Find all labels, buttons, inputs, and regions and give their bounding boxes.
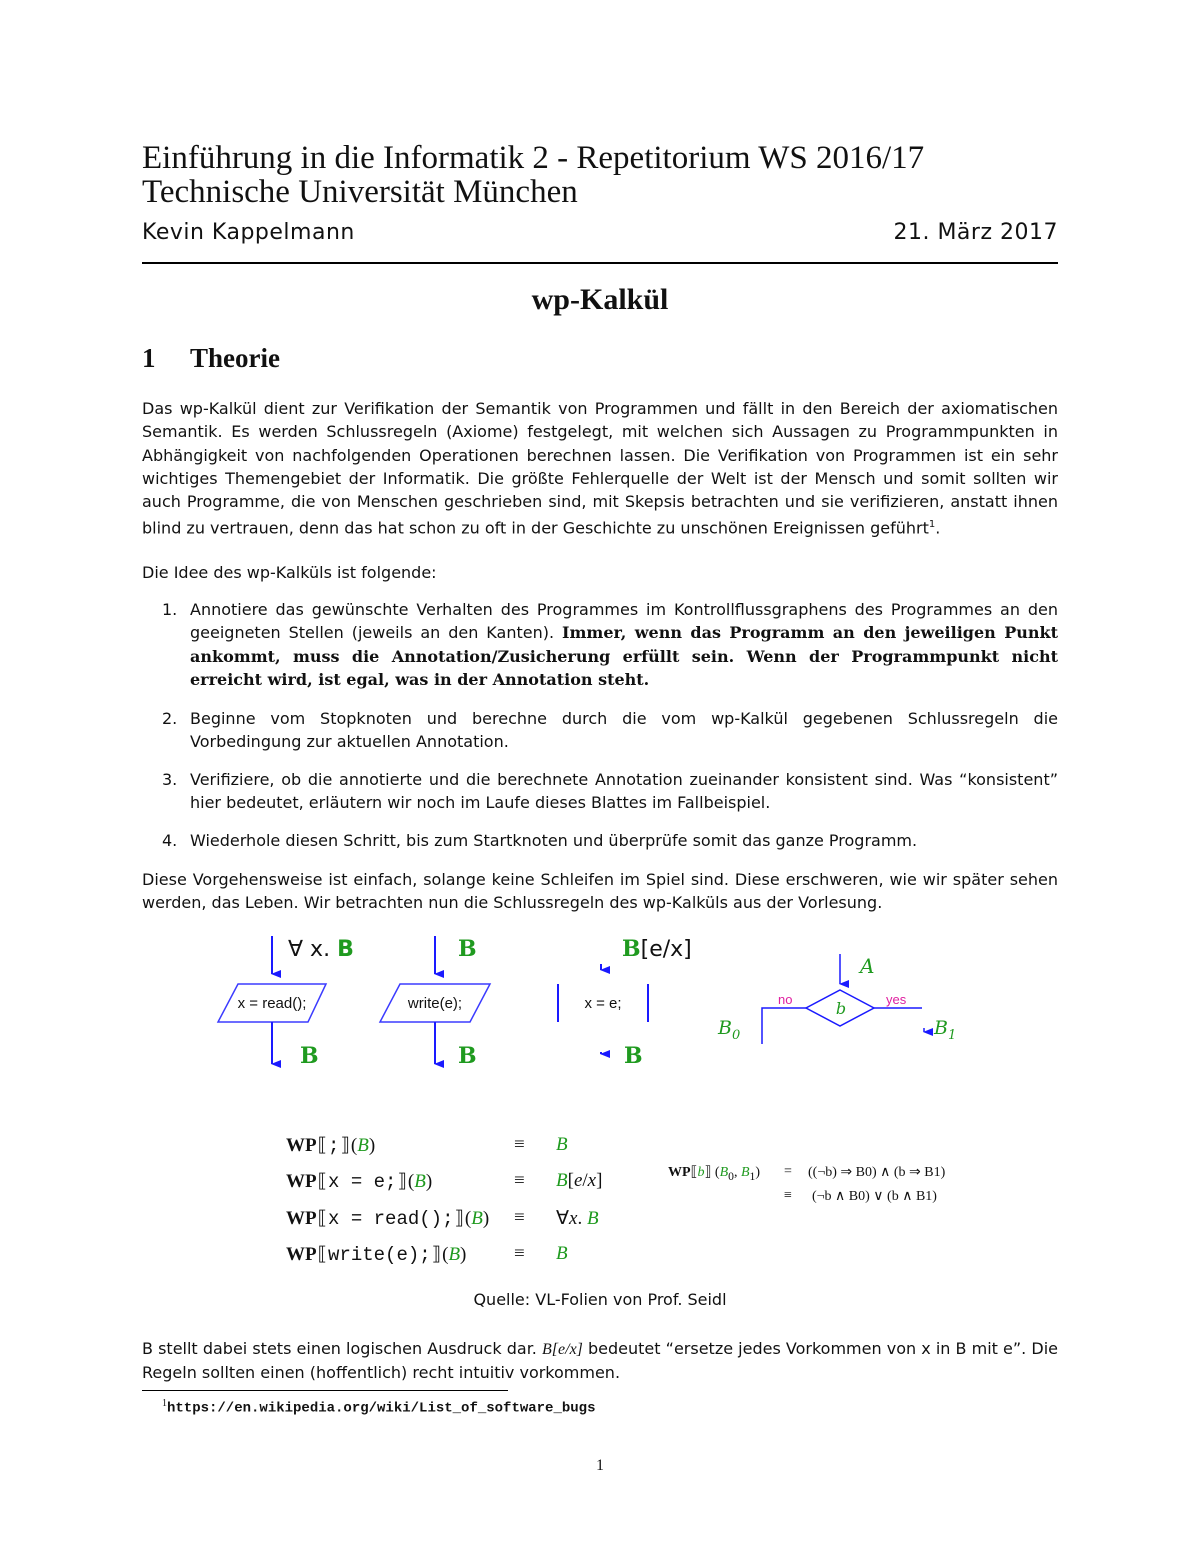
rule-assign: WP⟦x = e;⟧(B) — [286, 1171, 433, 1193]
rule-skip-rhs: B — [556, 1134, 568, 1155]
rule-write: WP⟦write(e);⟧(B) — [286, 1244, 467, 1266]
write-label-bottom: B — [458, 1043, 477, 1069]
step-number: 3. — [162, 770, 178, 789]
step-text: Annotiere das gewünschte Verhalten des Programmes im Kontrollflussgraphens des Programmes an den geeigneten Stellen (jeweils an den Kanten). — [190, 600, 1058, 643]
step-number: 2. — [162, 709, 178, 728]
after-list-paragraph: Diese Vorgehensweise ist einfach, solange keine Schleifen im Spiel sind. Diese erschweren, wie wir später sehen werden, das Leben. Wir betrachten nun die Schlussregeln des wp-Kalküls aus der Vorlesung. — [142, 870, 1058, 913]
step-2: Beginne vom Stopknoten und berechne durch die vom wp-Kalkül gegebenen Schlussregeln die Vorbedingung zur aktuellen Annotation. — [190, 709, 1058, 752]
read-node — [218, 936, 354, 1069]
closing-math: B[e/x] — [542, 1341, 583, 1358]
branch-rule-line2: (¬b ∧ B0) ∨ (b ∧ B1) — [812, 1189, 937, 1204]
rule-skip: WP⟦;⟧(B) — [286, 1135, 376, 1157]
equiv-sign: ≡ — [514, 1170, 525, 1191]
control-flow-diagram — [200, 928, 1000, 1078]
branch-left-label: $B_0$ — [718, 1017, 741, 1043]
rule-read-rhs: ∀x. B — [556, 1208, 599, 1229]
branch-rule-line1: ((¬b) ⇒ B0) ∧ (b ⇒ B1) — [808, 1165, 946, 1180]
branch-right-label: $B_1$ — [934, 1017, 957, 1043]
assign-label-bottom: B — [624, 1043, 643, 1069]
write-node — [380, 936, 490, 1069]
closing-paragraph — [142, 1337, 1058, 1385]
assign-node — [558, 936, 692, 1069]
university-name: Technische Universität München — [142, 174, 578, 210]
branch-rule-eq: = — [784, 1164, 792, 1179]
equiv-sign: ≡ — [514, 1243, 525, 1264]
section-number: 1 — [142, 343, 156, 373]
footnote-rule — [142, 1390, 508, 1391]
document-title: wp-Kalkül — [531, 283, 669, 316]
read-box-label: x = read(); — [237, 995, 307, 1012]
branch-node — [717, 954, 956, 1044]
intro-paragraph: Das wp-Kalkül dient zur Verifikation der Semantik von Programmen und fällt in den Bereich der axiomatischen Semantik. Es werden Schlussregeln (Axiome) festgelegt, mit welchen sich Aussagen zu Programmpunkten in Abhängigkeit von nachfolgenden Operationen berechnen lassen. Die Verifikation von Programmen ist ein sehr wichtiges Themengebiet der Informatik. Die größte Fehlerquelle der Welt ist der Mensch und somit sollten wir auch Programme, die von Menschen geschrieben sind, mit Skepsis betrachten und sie verifizieren, anstatt ihnen blind zu vertrauen, denn das hat schon zu oft in der Geschichte zu unschönen Ereignissen geführt$^1$. — [142, 399, 1058, 538]
assign-box-label: x = e; — [584, 995, 622, 1012]
step-3: Verifiziere, ob die annotierte und die berechnete Annotation zueinander konsistent sind. Was “konsistent” hier bedeutet, erläutern wir noch im Laufe dieses Blattes im Fallbeispiel. — [190, 770, 1058, 813]
idea-intro: Die Idee des wp-Kalküls ist folgende: — [142, 563, 437, 582]
footnote-link[interactable]: https://en.wikipedia.org/wiki/List_of_software_bugs — [167, 1400, 596, 1417]
source-caption: Quelle: VL-Folien von Prof. Seidl — [473, 1290, 727, 1309]
section-title: Theorie — [190, 343, 280, 373]
branch-rule-lhs: WP⟦b⟧ ($B_0$, $B_1$) — [668, 1165, 761, 1183]
footnote-mark: 1 — [162, 1398, 167, 1409]
step-4: Wiederhole diesen Schritt, bis zum Startknoten und überprüfe somit das ganze Programm. — [190, 831, 918, 850]
footnote — [162, 1398, 595, 1417]
write-label-top: B — [458, 936, 477, 962]
date: 21. März 2017 — [893, 220, 1058, 245]
step-number: 1. — [162, 600, 178, 619]
page-number: 1 — [596, 1457, 604, 1474]
equiv-sign: ≡ — [514, 1134, 525, 1155]
branch-yes-label: yes — [886, 992, 907, 1007]
closing-text-1: B stellt dabei stets einen logischen Ausdruck dar. — [142, 1339, 543, 1358]
closing-text-2: bedeutet “ersetze jedes Vorkommen von x in B mit e”. Die Regeln sollten einen (hoffentlich) recht intuitiv vorkommen. — [142, 1339, 1058, 1383]
course-title: Einführung in die Informatik 2 - Repetitorium WS 2016/17 — [142, 140, 925, 176]
header-rule — [142, 262, 1058, 264]
footnote-ref[interactable]: 1 — [928, 519, 936, 531]
branch-rule-equiv: ≡ — [784, 1188, 792, 1203]
branch-no-label: no — [778, 992, 793, 1007]
branch-label-top: A — [860, 954, 875, 978]
read-label-top: ∀ x. B — [288, 937, 354, 962]
equiv-sign: ≡ — [514, 1207, 525, 1228]
branch-no-edge — [762, 1008, 806, 1044]
step-number: 4. — [162, 831, 178, 850]
assign-label-top: B[e/x] — [622, 936, 692, 962]
step-1 — [190, 598, 1058, 691]
rule-assign-rhs: B[e/x] — [556, 1170, 603, 1191]
write-box-label: write(e); — [407, 995, 463, 1012]
branch-condition: b — [835, 999, 847, 1018]
read-label-bottom: B — [300, 1043, 319, 1069]
rule-read: WP⟦x = read();⟧(B) — [286, 1208, 490, 1230]
step-bold-text: Immer, wenn das Programm an den jeweiligen Punkt ankommt, muss die Annotation/Zusicherung erfüllt sein. Wenn der Programmpunkt nicht erreicht wird, ist egal, was in der Annotation steht. — [190, 623, 1058, 689]
author: Kevin Kappelmann — [142, 220, 355, 245]
intro-text: Das wp-Kalkül dient zur Verifikation der Semantik von Programmen und fällt in den Bereich der axiomatischen Semantik. Es werden Schlussregeln (Axiome) festgelegt, mit welchen sich Aussagen zu Programmpunkten in Abhängigkeit von nachfolgenden Operationen berechnen lassen. Die Verifikation von Programmen ist ein sehr wichtiges Themengebiet der Informatik. Die größte Fehlerquelle der Welt ist der Mensch und somit sollten wir auch Programme, die von Menschen geschrieben sind, mit Skepsis betrachten und sie verifizieren, anstatt ihnen blind zu vertrauen, denn das hat schon zu oft in der Geschichte zu unschönen Ereignissen geführt — [142, 399, 1058, 538]
rule-write-rhs: B — [556, 1243, 568, 1264]
